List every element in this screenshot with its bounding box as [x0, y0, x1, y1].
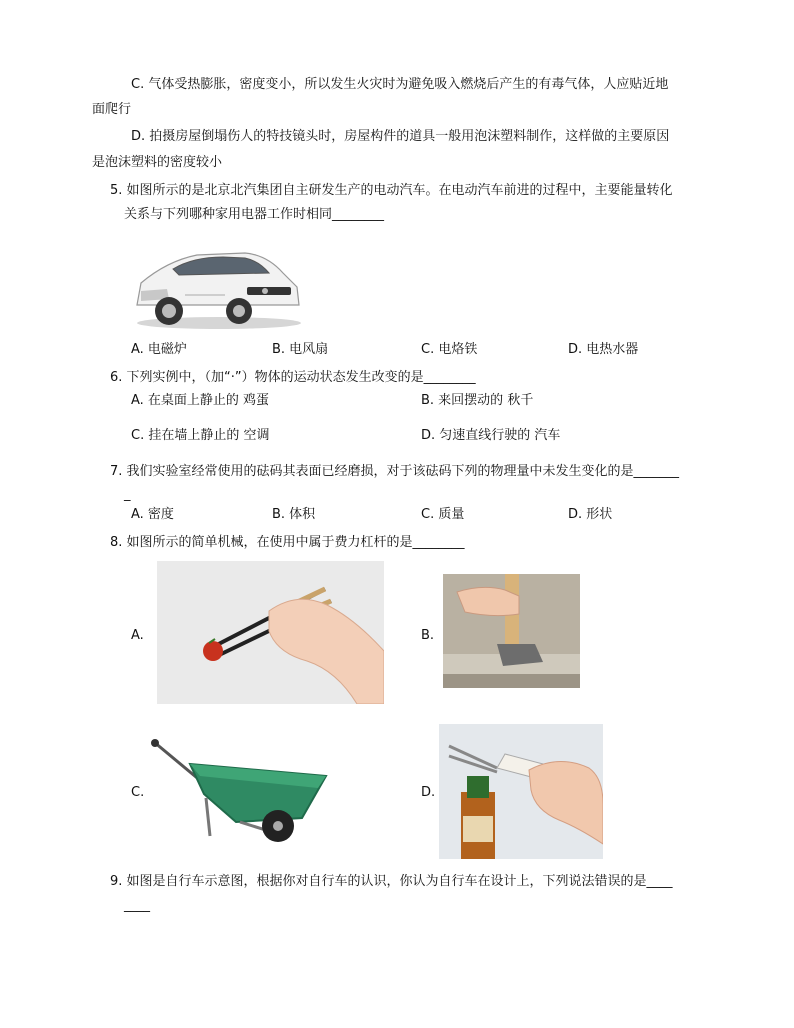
q4-option-d-line2: 是泡沫塑料的密度较小 — [92, 155, 223, 170]
q7-option-b: B. 体积 — [272, 507, 316, 522]
q7-option-c: C. 质量 — [421, 507, 465, 522]
q8-label-b: B. — [421, 628, 435, 643]
q8-label-d: D. — [421, 785, 436, 800]
electric-car-image — [127, 243, 303, 331]
bottle-opener-image — [439, 724, 603, 859]
q9-stem-line2: ____ — [124, 898, 150, 913]
q6-option-b: B. 来回摆动的 秋千 — [421, 393, 534, 408]
q6-option-d: D. 匀速直线行驶的 汽车 — [421, 428, 561, 443]
q6-option-a: A. 在桌面上静止的 鸡蛋 — [131, 393, 270, 408]
q5-option-a: A. 电磁炉 — [131, 342, 187, 357]
q9-stem-line1: 9. 如图是自行车示意图，根据你对自行车的认识，你认为自行车在设计上，下列说法错误的是____ — [110, 874, 673, 889]
q5-option-d: D. 电热水器 — [568, 342, 639, 357]
q5-stem-line1: 5. 如图所示的是北京北汽集团自主研发生产的电动汽车。在电动汽车前进的过程中，主要能量转化 — [110, 183, 673, 198]
q4-option-c-line1: C. 气体受热膨胀，密度变小，所以发生火灾时为避免吸入燃烧后产生的有毒气体，人应贴近地 — [131, 77, 669, 92]
q8-stem: 8. 如图所示的简单机械，在使用中属于费力杠杆的是________ — [110, 535, 465, 550]
q5-option-c: C. 电烙铁 — [421, 342, 478, 357]
q4-option-c-line2: 面爬行 — [92, 102, 132, 117]
wheelbarrow-image — [150, 736, 328, 844]
q6-stem: 6. 下列实例中，（加“·”）物体的运动状态发生改变的是________ — [110, 370, 476, 385]
q5-option-b: B. 电风扇 — [272, 342, 329, 357]
q7-option-a: A. 密度 — [131, 507, 174, 522]
claw-hammer-image — [443, 574, 580, 688]
q4-option-d-line1: D. 拍摄房屋倒塌伤人的特技镜头时，房屋构件的道具一般用泡沫塑料制作，这样做的主要原因 — [131, 129, 670, 144]
q7-stem-line1: 7. 我们实验室经常使用的砝码其表面已经磨损，对于该砝码下列的物理量中未发生变化的是_______ — [110, 464, 680, 479]
q7-stem-line2: _ — [124, 487, 131, 502]
q7-option-d: D. 形状 — [568, 507, 613, 522]
q6-option-c: C. 挂在墙上静止的 空调 — [131, 428, 270, 443]
q8-label-a: A. — [131, 628, 144, 643]
q5-stem-line2: 关系与下列哪种家用电器工作时相同________ — [124, 207, 385, 222]
q8-label-c: C. — [131, 785, 145, 800]
chopsticks-image — [157, 561, 384, 704]
